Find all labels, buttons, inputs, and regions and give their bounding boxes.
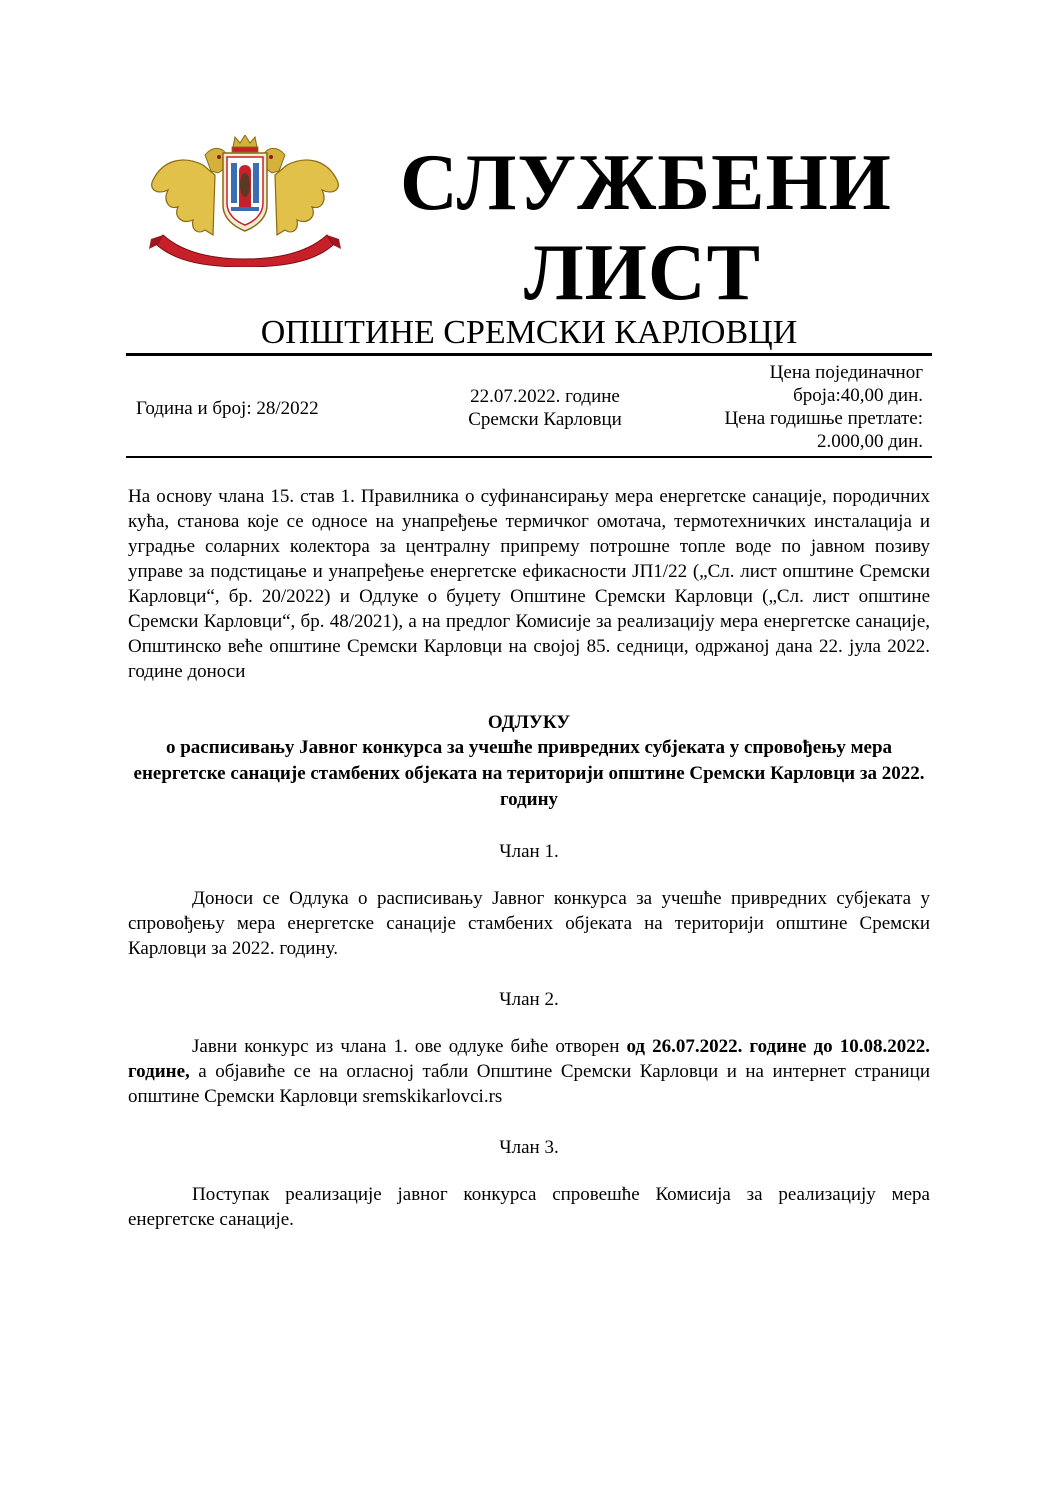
gazette-title-line1: СЛУЖБЕНИ bbox=[400, 139, 892, 227]
decision-title: ОДЛУКУ bbox=[487, 712, 571, 733]
article-3-heading: Члан 3. bbox=[499, 1137, 559, 1158]
article-2-text-part1: Јавни конкурс из члана 1. ове одлуке биће отворен bbox=[192, 1036, 627, 1057]
gazette-title-line2: ЛИСТ bbox=[524, 229, 761, 317]
issue-place: Сремски Карловци bbox=[468, 409, 622, 430]
intro-paragraph: На основу члана 15. став 1. Правилника о суфинансирању мера енергетске санације, породичних кућа, станова које се односе на унапређење термичког омотача, термотехничких инсталација и уградње соларних колектора за централну припрему потрошне топле воде по јавном позиву управе за подстицање и унапређење енергетске ефикасности ЈП1/22 („Сл. лист општине Сремски Карловци“, бр. 20/2022) и Одлуке о буџету Општине Сремски Карловци („Сл. лист општине Сремски Карловци“, бр. 48/2021), а на предлог Комисије за реализацију мера енергетске санације, Општинско веће општине Сремски Карловци на својој 85. седници, одржаној дана 22. јула 2022. године доноси bbox=[128, 486, 930, 682]
price-annual-label: Цена годишње претлате: bbox=[724, 408, 923, 429]
issue-date: 22.07.2022. године bbox=[470, 386, 620, 407]
article-2-period: од 26.07.2022. године до 10.08.2022. године, bbox=[128, 1036, 930, 1082]
issue-date-place bbox=[425, 385, 665, 431]
price-single-label: Цена појединачног bbox=[769, 362, 923, 383]
coat-of-arms-emblem bbox=[143, 135, 347, 267]
article-2-heading: Члан 2. bbox=[499, 989, 559, 1010]
article-2-text-part2: а објавиће се на огласној табли Општине Сремски Карловци и на интернет страници општине Сремски Карловци sremskikarlovci.rs bbox=[128, 1061, 930, 1107]
header-rule-bottom bbox=[126, 456, 932, 458]
document-body bbox=[128, 484, 930, 1232]
article-1-heading: Члан 1. bbox=[499, 841, 559, 862]
price-single-value: броја:40,00 дин. bbox=[793, 385, 923, 406]
article-2-text bbox=[128, 1034, 930, 1109]
article-3-text: Поступак реализације јавног конкурса спровешће Комисија за реализацију мера енергетске санације. bbox=[128, 1184, 930, 1230]
header-rule-top bbox=[126, 353, 932, 356]
issue-number: Година и број: 28/2022 bbox=[136, 398, 319, 419]
article-1-text: Доноси се Одлука о расписивању Јавног конкурса за учешће привредних субјеката у спровођењу мера енергетске санације стамбених објеката на територији општине Сремски Карловци за 2022. годину. bbox=[128, 888, 930, 959]
price-annual-value: 2.000,00 дин. bbox=[816, 431, 923, 452]
decision-subtitle: о расписивању Јавног конкурса за учешће привредних субјеката у спровођењу мера енергетске санације стамбених објеката на територији општине Сремски Карловци за 2022. годину bbox=[133, 737, 925, 810]
price-info bbox=[640, 361, 923, 453]
gazette-subtitle: ОПШТИНЕ СРЕМСКИ КАРЛОВЦИ bbox=[260, 314, 798, 351]
